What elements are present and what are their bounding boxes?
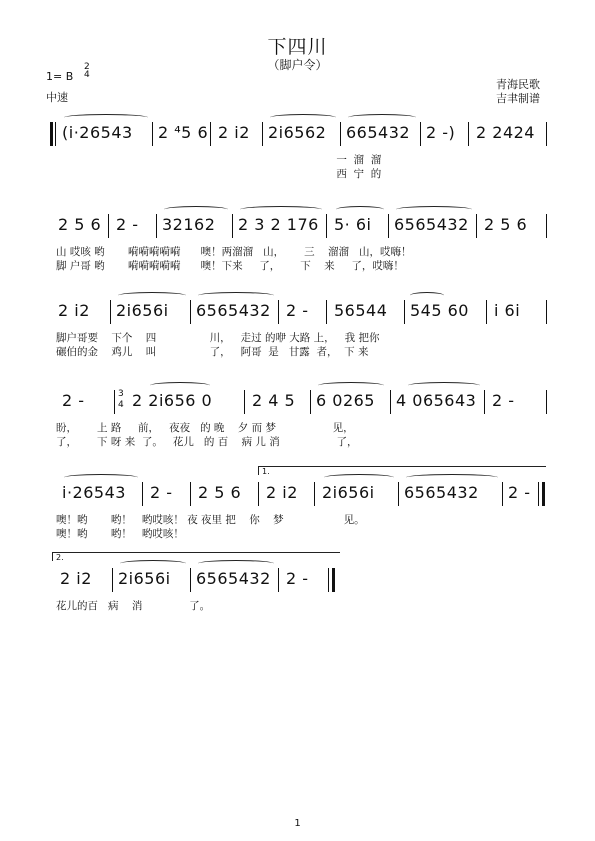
lyric-line-1: 花儿的百 病 消 了。 <box>56 600 211 612</box>
measure: 2 - <box>286 569 309 588</box>
measure: 2 - <box>116 215 139 234</box>
tempo-marking: 中速 <box>46 91 68 104</box>
measure: 2 i2 <box>266 483 298 502</box>
measure: 6565432 <box>394 215 469 234</box>
repeat-end-thick <box>542 482 545 506</box>
measure: 2 2424 <box>476 123 535 142</box>
notes-row <box>0 480 595 506</box>
measure: 6 0265 <box>316 391 375 410</box>
score-system-6 <box>0 553 595 646</box>
second-ending-bracket: 2. <box>52 552 340 561</box>
slur <box>120 560 186 567</box>
measure: i 6i <box>494 301 521 320</box>
notes-row <box>0 120 595 146</box>
slur <box>324 474 394 481</box>
measure: 2 i2 <box>218 123 250 142</box>
barline <box>190 482 191 506</box>
slur <box>64 114 148 121</box>
score-system-1 <box>0 120 595 200</box>
notes-row <box>0 388 595 414</box>
measure: i·26543 <box>62 483 126 502</box>
barline <box>108 214 109 238</box>
page-number: 1 <box>294 818 301 829</box>
lyric-line-2: 了， 下 呀 来 了。 花儿 的 百 病 儿 消 了， <box>56 436 358 448</box>
barline <box>546 390 547 414</box>
measure: 2 i2 <box>58 301 90 320</box>
notes-row <box>0 298 595 324</box>
slur <box>270 114 336 121</box>
lyric-line-1: 噢！哟 哟！ 哟哎咳！ 夜 夜里 把 你 梦 见。 <box>56 514 365 526</box>
slur <box>164 206 228 213</box>
barline <box>546 122 547 146</box>
barline <box>326 214 327 238</box>
barline <box>404 300 405 324</box>
barline <box>546 300 547 324</box>
barline <box>326 300 327 324</box>
measure: 4 065643 <box>396 391 477 410</box>
measure: 2 -) <box>426 123 456 142</box>
lyric-line-2: 西 宁 的 <box>56 168 382 180</box>
barline <box>314 482 315 506</box>
barline <box>110 300 111 324</box>
barline <box>546 214 547 238</box>
meter-top: 2 <box>84 62 90 72</box>
barline <box>262 122 263 146</box>
lyric-line-1: 山 哎咳 哟 嗬嗬嗬嗬嗬 噢！两溜溜 山， 三 溜溜 山，哎嗨！ <box>56 246 412 258</box>
slur <box>336 206 384 213</box>
lyric-line-2: 碾伯的金 鸡儿 叫 了， 阿哥 是 甘露 者， 下 来 <box>56 346 369 358</box>
time-signature <box>84 63 90 79</box>
barline <box>156 214 157 238</box>
arranger-credit: 吉聿制谱 <box>496 92 540 105</box>
slur <box>118 292 186 299</box>
slur <box>348 114 416 121</box>
measure: 2i656i <box>322 483 375 502</box>
meter-bottom: 4 <box>84 70 90 80</box>
notes-row <box>0 566 595 592</box>
measure: 2 2i656 0 <box>132 391 213 410</box>
slur <box>396 206 472 213</box>
barline <box>476 214 477 238</box>
measure: 2 5 6 <box>58 215 102 234</box>
barline <box>190 300 191 324</box>
barline <box>278 568 279 592</box>
measure: 2 - <box>286 301 309 320</box>
barline <box>486 300 487 324</box>
repeat-start-thick <box>50 122 53 146</box>
measure: 665432 <box>346 123 411 142</box>
score-system-5 <box>0 467 595 560</box>
barline <box>112 568 113 592</box>
lyric-line-1: 盼， 上 路 前， 夜夜 的 晚 夕 而 梦 见， <box>56 422 354 434</box>
measure: 2i656i <box>118 569 171 588</box>
first-ending-bracket: 1. <box>258 466 546 475</box>
measure: 2 - <box>508 483 531 502</box>
measure: 2 - <box>150 483 173 502</box>
barline <box>468 122 469 146</box>
slur <box>410 292 444 299</box>
song-title: 下四川 <box>267 36 328 58</box>
barline <box>210 122 211 146</box>
measure: 2 - <box>62 391 85 410</box>
measure: 2 4 5 <box>252 391 296 410</box>
barline <box>340 122 341 146</box>
slur <box>150 382 210 389</box>
barline <box>244 390 245 414</box>
barline <box>388 214 389 238</box>
final-barline-thin <box>328 568 329 592</box>
measure: 2 3 2 176 <box>238 215 319 234</box>
score-system-4 <box>0 388 595 468</box>
song-origin: 青海民歌 <box>496 78 540 91</box>
lyric-line-2: 噢！哟 哟！ 哟哎咳！ <box>56 528 184 540</box>
measure: 2 5 6 <box>198 483 242 502</box>
barline <box>484 390 485 414</box>
slur <box>198 292 274 299</box>
measure: 2 - <box>492 391 515 410</box>
measure: 2 i2 <box>60 569 92 588</box>
barline <box>114 390 115 414</box>
barline <box>502 482 503 506</box>
slur <box>408 382 480 389</box>
lyric-line-1: 一 溜 溜 <box>56 154 382 166</box>
meter-change: 3 4 <box>118 389 125 410</box>
measure: 2 ⁴5 6 <box>158 123 209 142</box>
barline <box>190 568 191 592</box>
measure: (i·26543 <box>62 123 133 142</box>
slur <box>64 474 138 481</box>
measure: 6565432 <box>196 569 271 588</box>
barline <box>398 482 399 506</box>
song-subtitle: （脚户令） <box>267 58 328 72</box>
barline <box>420 122 421 146</box>
barline <box>258 482 259 506</box>
measure: 2i6562 <box>268 123 327 142</box>
slur <box>198 560 274 567</box>
score-system-2 <box>0 212 595 292</box>
notes-row <box>0 212 595 238</box>
repeat-end-thin <box>538 482 539 506</box>
measure: 5· 6i <box>334 215 372 234</box>
barline <box>390 390 391 414</box>
barline <box>142 482 143 506</box>
slur <box>406 474 498 481</box>
measure: 56544 <box>334 301 388 320</box>
measure: 2i656i <box>116 301 169 320</box>
measure: 6565432 <box>404 483 479 502</box>
measure: 545 60 <box>410 301 469 320</box>
lyric-line-2: 脚 户哥 哟 嗬嗬嗬嗬嗬 噢！下来 了， 下 来 了，哎嗨！ <box>56 260 404 272</box>
barline <box>152 122 153 146</box>
slur <box>318 382 384 389</box>
measure: 6565432 <box>196 301 271 320</box>
key-signature: 1= B <box>46 70 74 83</box>
barline <box>278 300 279 324</box>
final-barline-thick <box>332 568 335 592</box>
lyric-line-1: 脚户哥要 下个 四 川， 走过 的咿 大路 上， 我 把你 <box>56 332 380 344</box>
score-system-3 <box>0 298 595 378</box>
measure: 2 5 6 <box>484 215 528 234</box>
barline <box>232 214 233 238</box>
repeat-start-thin <box>55 122 56 146</box>
measure: 32162 <box>162 215 216 234</box>
barline <box>310 390 311 414</box>
slur <box>240 206 322 213</box>
